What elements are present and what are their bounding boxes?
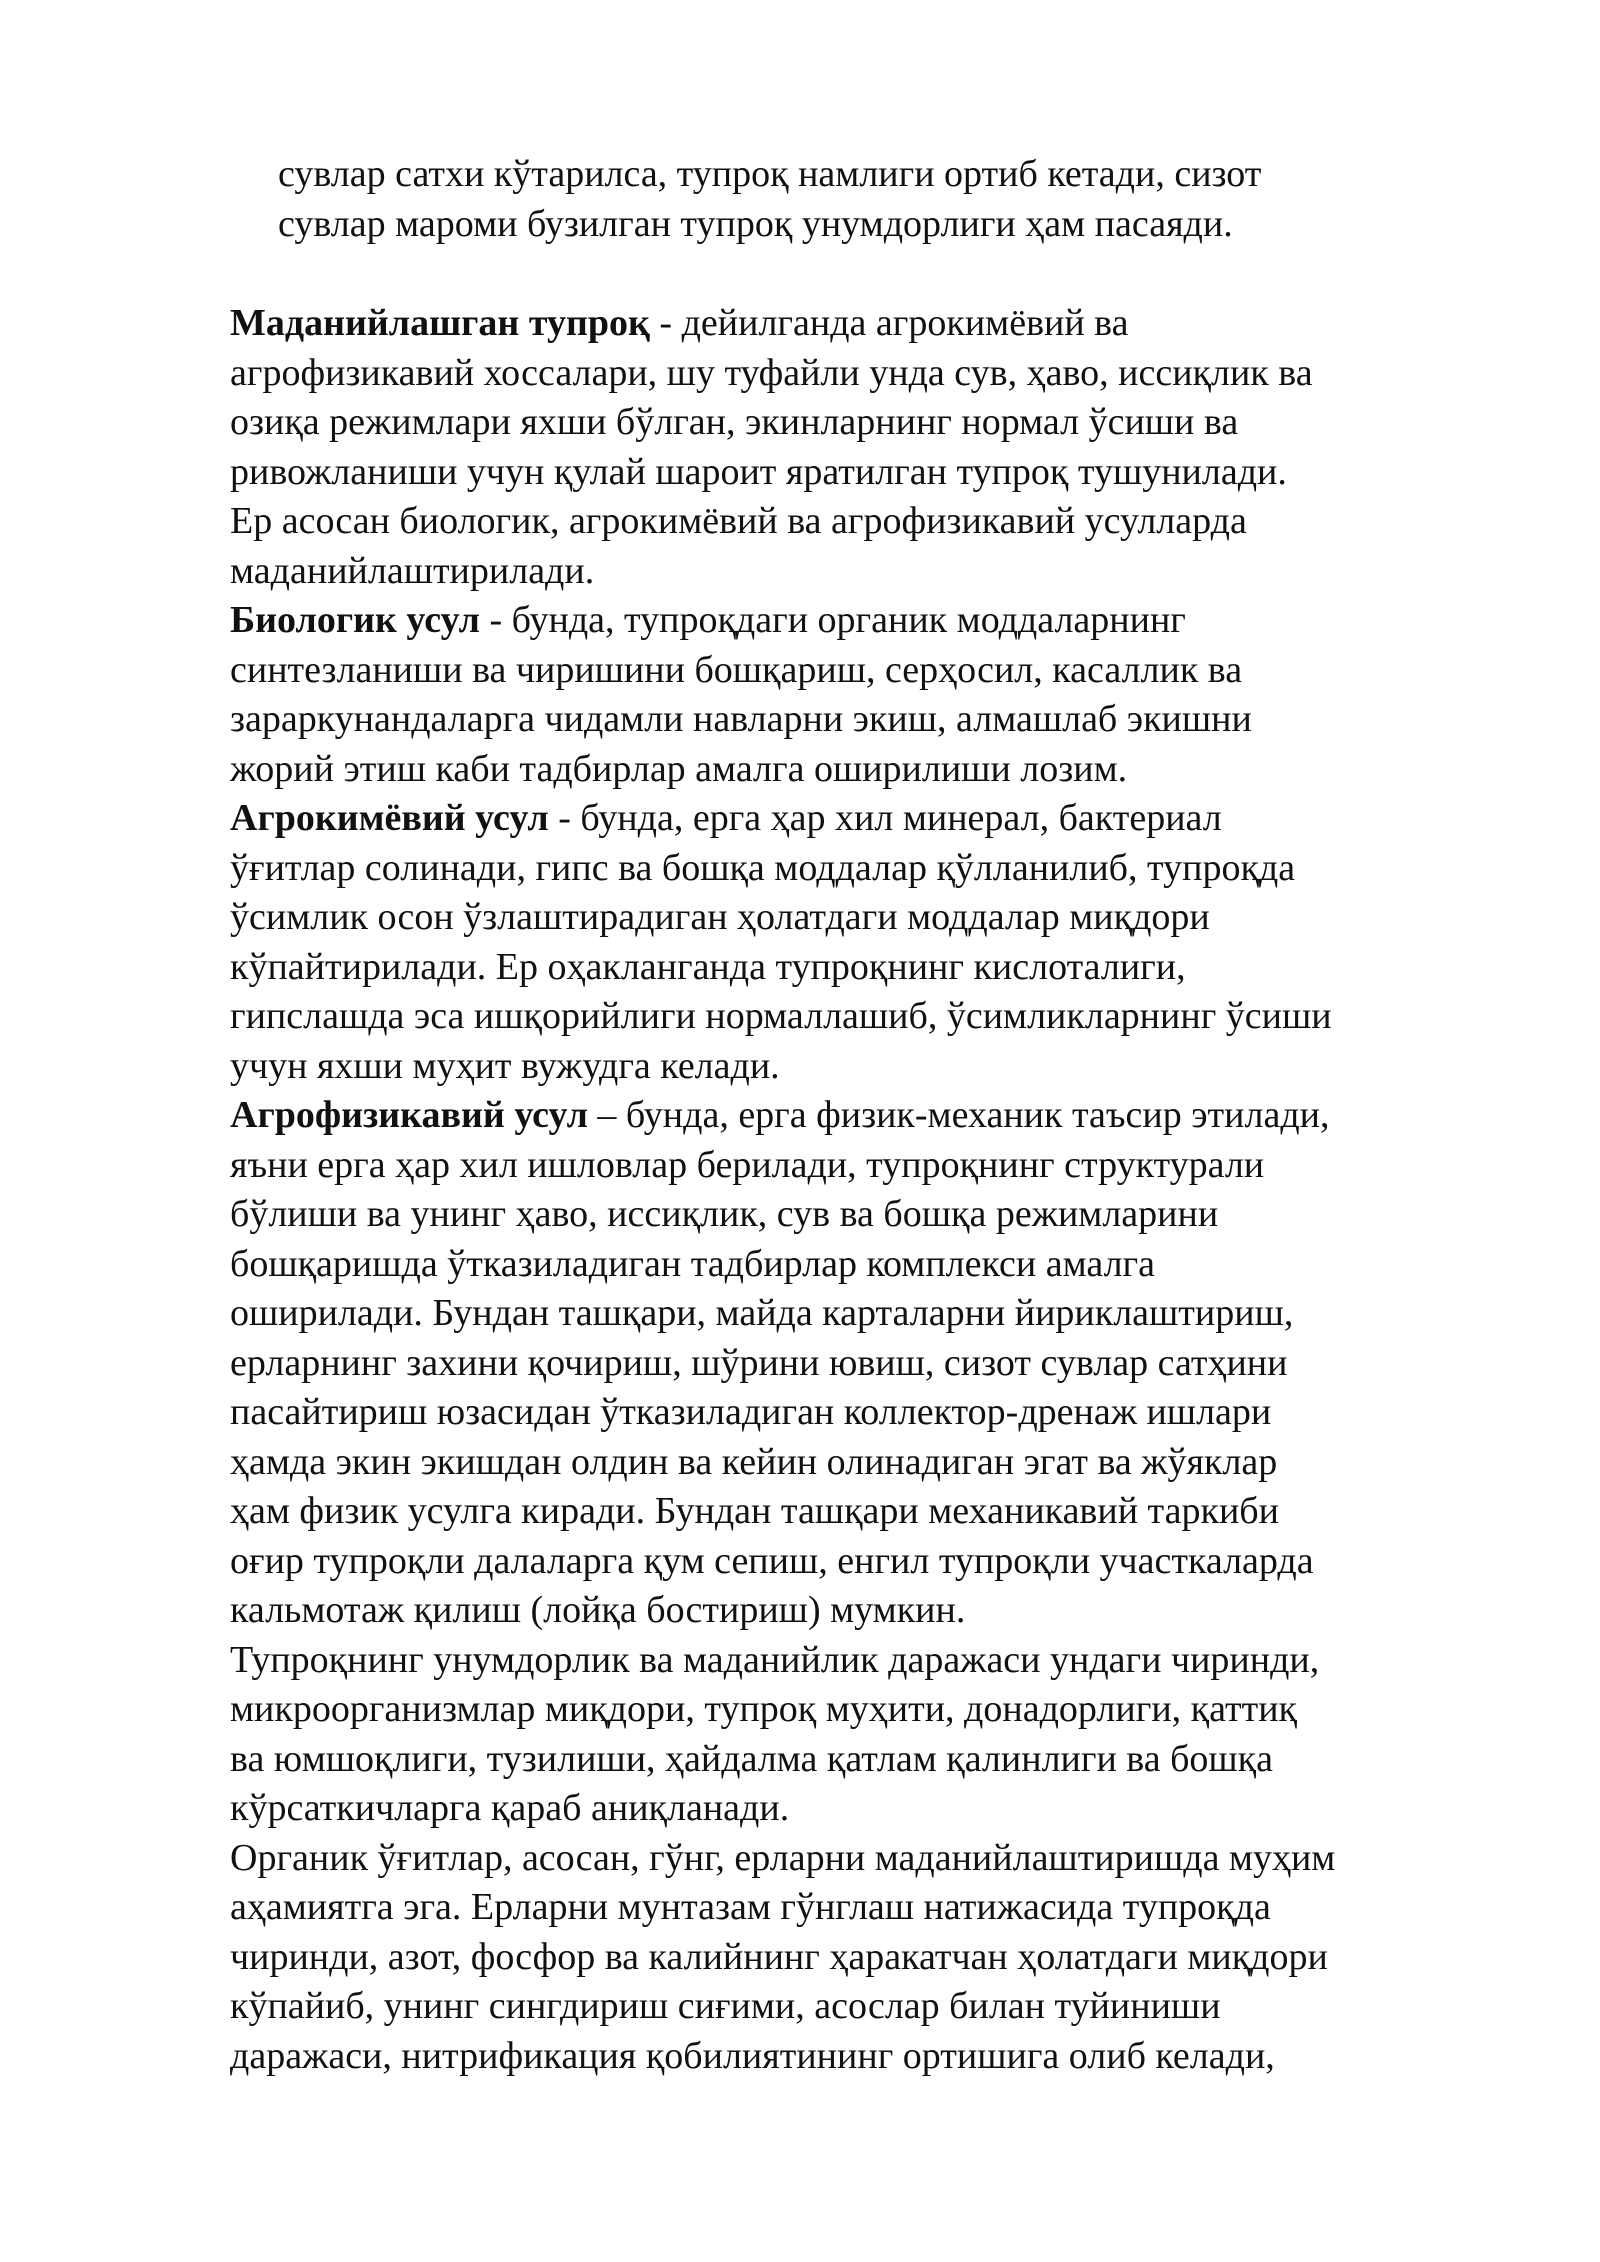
text-line: сувлар мароми бузилган тупроқ унумдорлиги ҳам пасаяди.	[278, 202, 1233, 245]
text-line: бошқаришда ўтказиладиган тадбирлар комплекси амалга	[230, 1242, 1155, 1285]
biological-method-paragraph	[230, 596, 1500, 794]
text-line: ўғитлар солинади, гипс ва бошқа моддалар қўлланилиб, тупроқда	[230, 846, 1296, 889]
text-line: Тупроқнинг унумдорлик ва маданийлик даражаси ундаги чиринди,	[230, 1638, 1320, 1681]
text-fragment: - бунда, ерга ҳар хил минерал, бактериал	[548, 797, 1222, 839]
text-line: озиқа режимлари яхши бўлган, экинларнинг нормал ўсиши ва	[230, 401, 1239, 443]
text-line: маданийлаштирилади.	[230, 549, 595, 592]
text-line: оширилади. Бундан ташқари, майда карталарни йириклаштириш,	[230, 1292, 1294, 1334]
agrophysical-method-paragraph	[230, 1091, 1500, 1636]
text-line: синтезланиши ва чиришини бошқариш, серҳосил, касаллик ва	[230, 648, 1243, 691]
term-biological-method: Биологик усул	[230, 599, 480, 641]
text-line: ҳам физик усулга киради. Бундан ташқари механикавий таркиби	[230, 1490, 1279, 1532]
term-agrophysical-method: Агрофизикавий усул	[230, 1094, 588, 1136]
text-line: кўрсаткичларга қараб аниқланади.	[230, 1787, 790, 1829]
text-line: ўсимлик осон ўзлаштирадиган ҳолатдаги моддалар миқдори	[230, 896, 1210, 938]
paragraph-gap	[230, 249, 1500, 299]
text-line: микроорганизмлар миқдори, тупроқ муҳити, донадорлиги, қаттиқ	[230, 1688, 1298, 1730]
text-line: ва юмшоқлиги, тузилиши, ҳайдалма қатлам қалинлиги ва бошқа	[230, 1737, 1274, 1780]
text-line: ҳамда экин экишдан олдин ва кейин олинадиган эгат ва жўяклар	[230, 1440, 1278, 1483]
text-line: зараркунандаларга чидамли навларни экиш, алмашлаб экишни	[230, 698, 1252, 740]
text-line: оғир тупроқли далаларга қум сепиш, енгил тупроқли участкаларда	[230, 1539, 1314, 1582]
text-line: жорий этиш каби тадбирлар амалга оширилиши лозим.	[230, 747, 1128, 790]
text-line	[230, 1091, 1500, 1141]
text-line: даражаси, нитрификация қобилиятининг ортишига олиб келади,	[230, 2034, 1275, 2077]
text-line: агрофизикавий хоссалари, шу туфайли унда сув, ҳаво, иссиқлик ва	[230, 351, 1313, 394]
text-fragment: - бунда, тупроқдаги органик моддаларнинг	[479, 599, 1186, 641]
text-line: ривожланиши учун қулай шароит яратилган тупроқ тушунилади.	[230, 450, 1287, 493]
text-line: Органик ўғитлар, асосан, гўнг, ерларни маданийлаштиришда муҳим	[230, 1836, 1336, 1879]
text-line: ерларнинг захини қочириш, шўрини ювиш, сизот сувлар сатҳини	[230, 1341, 1288, 1384]
term-agrochemical-method: Агрокимёвий усул	[230, 797, 549, 839]
text-line: бўлиши ва унинг ҳаво, иссиқлик, сув ва бошқа режимларини	[230, 1193, 1219, 1235]
text-line: Ер асосан биологик, агрокимёвий ва агрофизикавий усулларда	[230, 500, 1247, 542]
text-line: чиринди, азот, фосфор ва калийнинг ҳаракатчан ҳолатдаги миқдори	[230, 1935, 1328, 1978]
organic-fertilizers-paragraph	[230, 1834, 1500, 2082]
text-line: пасайтириш юзасидан ўтказиладиган коллектор-дренаж ишлари	[230, 1391, 1272, 1433]
soil-fertility-paragraph	[230, 1636, 1500, 1834]
text-line	[230, 596, 1500, 646]
text-line: аҳамиятга эга. Ерларни мунтазам гўнглаш натижасида тупроқда	[230, 1886, 1271, 1928]
term-cultivated-soil: Маданийлашган тупроқ	[230, 302, 650, 344]
text-line: кальмотаж қилиш (лойқа бостириш) мумкин.	[230, 1589, 966, 1631]
text-line: кўпайиб, унинг сингдириш сиғими, асослар билан туйиниши	[230, 1985, 1221, 2027]
text-line: сувлар сатхи кўтарилса, тупроқ намлиги ортиб кетади, сизот	[278, 153, 1262, 195]
text-line: яъни ерга ҳар хил ишловлар берилади, тупроқнинг структурали	[230, 1143, 1265, 1186]
cultivated-soil-paragraph	[230, 299, 1500, 596]
text-line	[230, 299, 1500, 349]
text-line: учун яхши муҳит вужудга келади.	[230, 1044, 780, 1087]
agrochemical-method-paragraph	[230, 794, 1500, 1091]
text-line: кўпайтирилади. Ер оҳакланганда тупроқнинг кислоталиги,	[230, 945, 1186, 988]
text-fragment: – бунда, ерга физик-механик таъсир этилади,	[587, 1094, 1330, 1136]
text-fragment: - дейилганда агрокимёвий ва	[649, 302, 1129, 344]
text-line: гипслашда эса ишқорийлиги нормаллашиб, ўсимликларнинг ўсиши	[230, 995, 1332, 1037]
intro-paragraph	[230, 150, 1500, 249]
text-line	[230, 794, 1500, 844]
